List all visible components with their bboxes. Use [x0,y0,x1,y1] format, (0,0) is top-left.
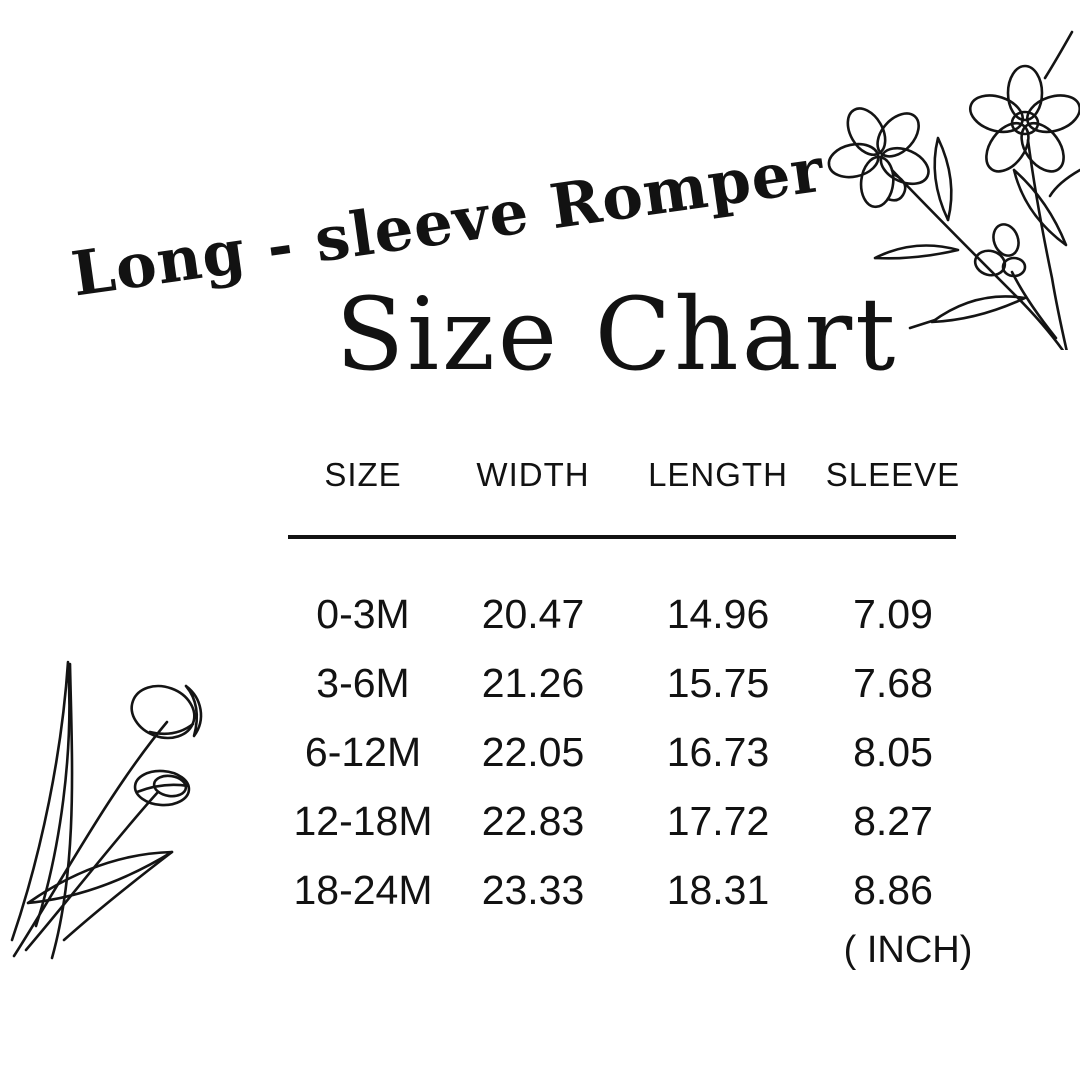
cell-sleeve: 7.09 [853,591,933,637]
unit-note: ( INCH) [843,929,973,971]
cell-size: 6-12M [304,729,422,775]
cell-width: 21.26 [481,660,585,706]
column-header-sleeve: SLEEVE [825,456,961,493]
table-row [288,718,978,787]
cell-size: 3-6M [316,660,410,706]
cell-length: 15.75 [666,660,770,706]
cell-length: 14.96 [666,591,770,637]
cell-size: 18-24M [293,867,433,913]
header-divider-line [288,535,956,539]
cell-sleeve: 8.86 [853,867,933,913]
cell-length: 16.73 [666,729,770,775]
cell-sleeve: 8.27 [853,798,933,844]
table-row [288,580,978,649]
cell-width: 23.33 [481,867,585,913]
cell-length: 17.72 [666,798,770,844]
table-row [288,649,978,718]
table-row [288,856,978,925]
product-title: Long - sleeve Romper [67,134,829,311]
column-header-width: WIDTH [476,456,590,493]
tulip-bottom-left-illustration [0,640,230,960]
cell-width: 22.05 [481,729,585,775]
cell-size: 12-18M [293,798,433,844]
cell-sleeve: 8.05 [853,729,933,775]
size-table-header [288,456,978,494]
column-header-size: SIZE [324,456,402,493]
cell-length: 18.31 [666,867,770,913]
cell-width: 20.47 [481,591,585,637]
cell-width: 22.83 [481,798,585,844]
cell-sleeve: 7.68 [853,660,933,706]
size-table-body [288,580,978,925]
page-title: Size Chart [335,276,899,393]
table-row [288,787,978,856]
cell-size: 0-3M [316,591,410,637]
column-header-length: LENGTH [648,456,788,493]
